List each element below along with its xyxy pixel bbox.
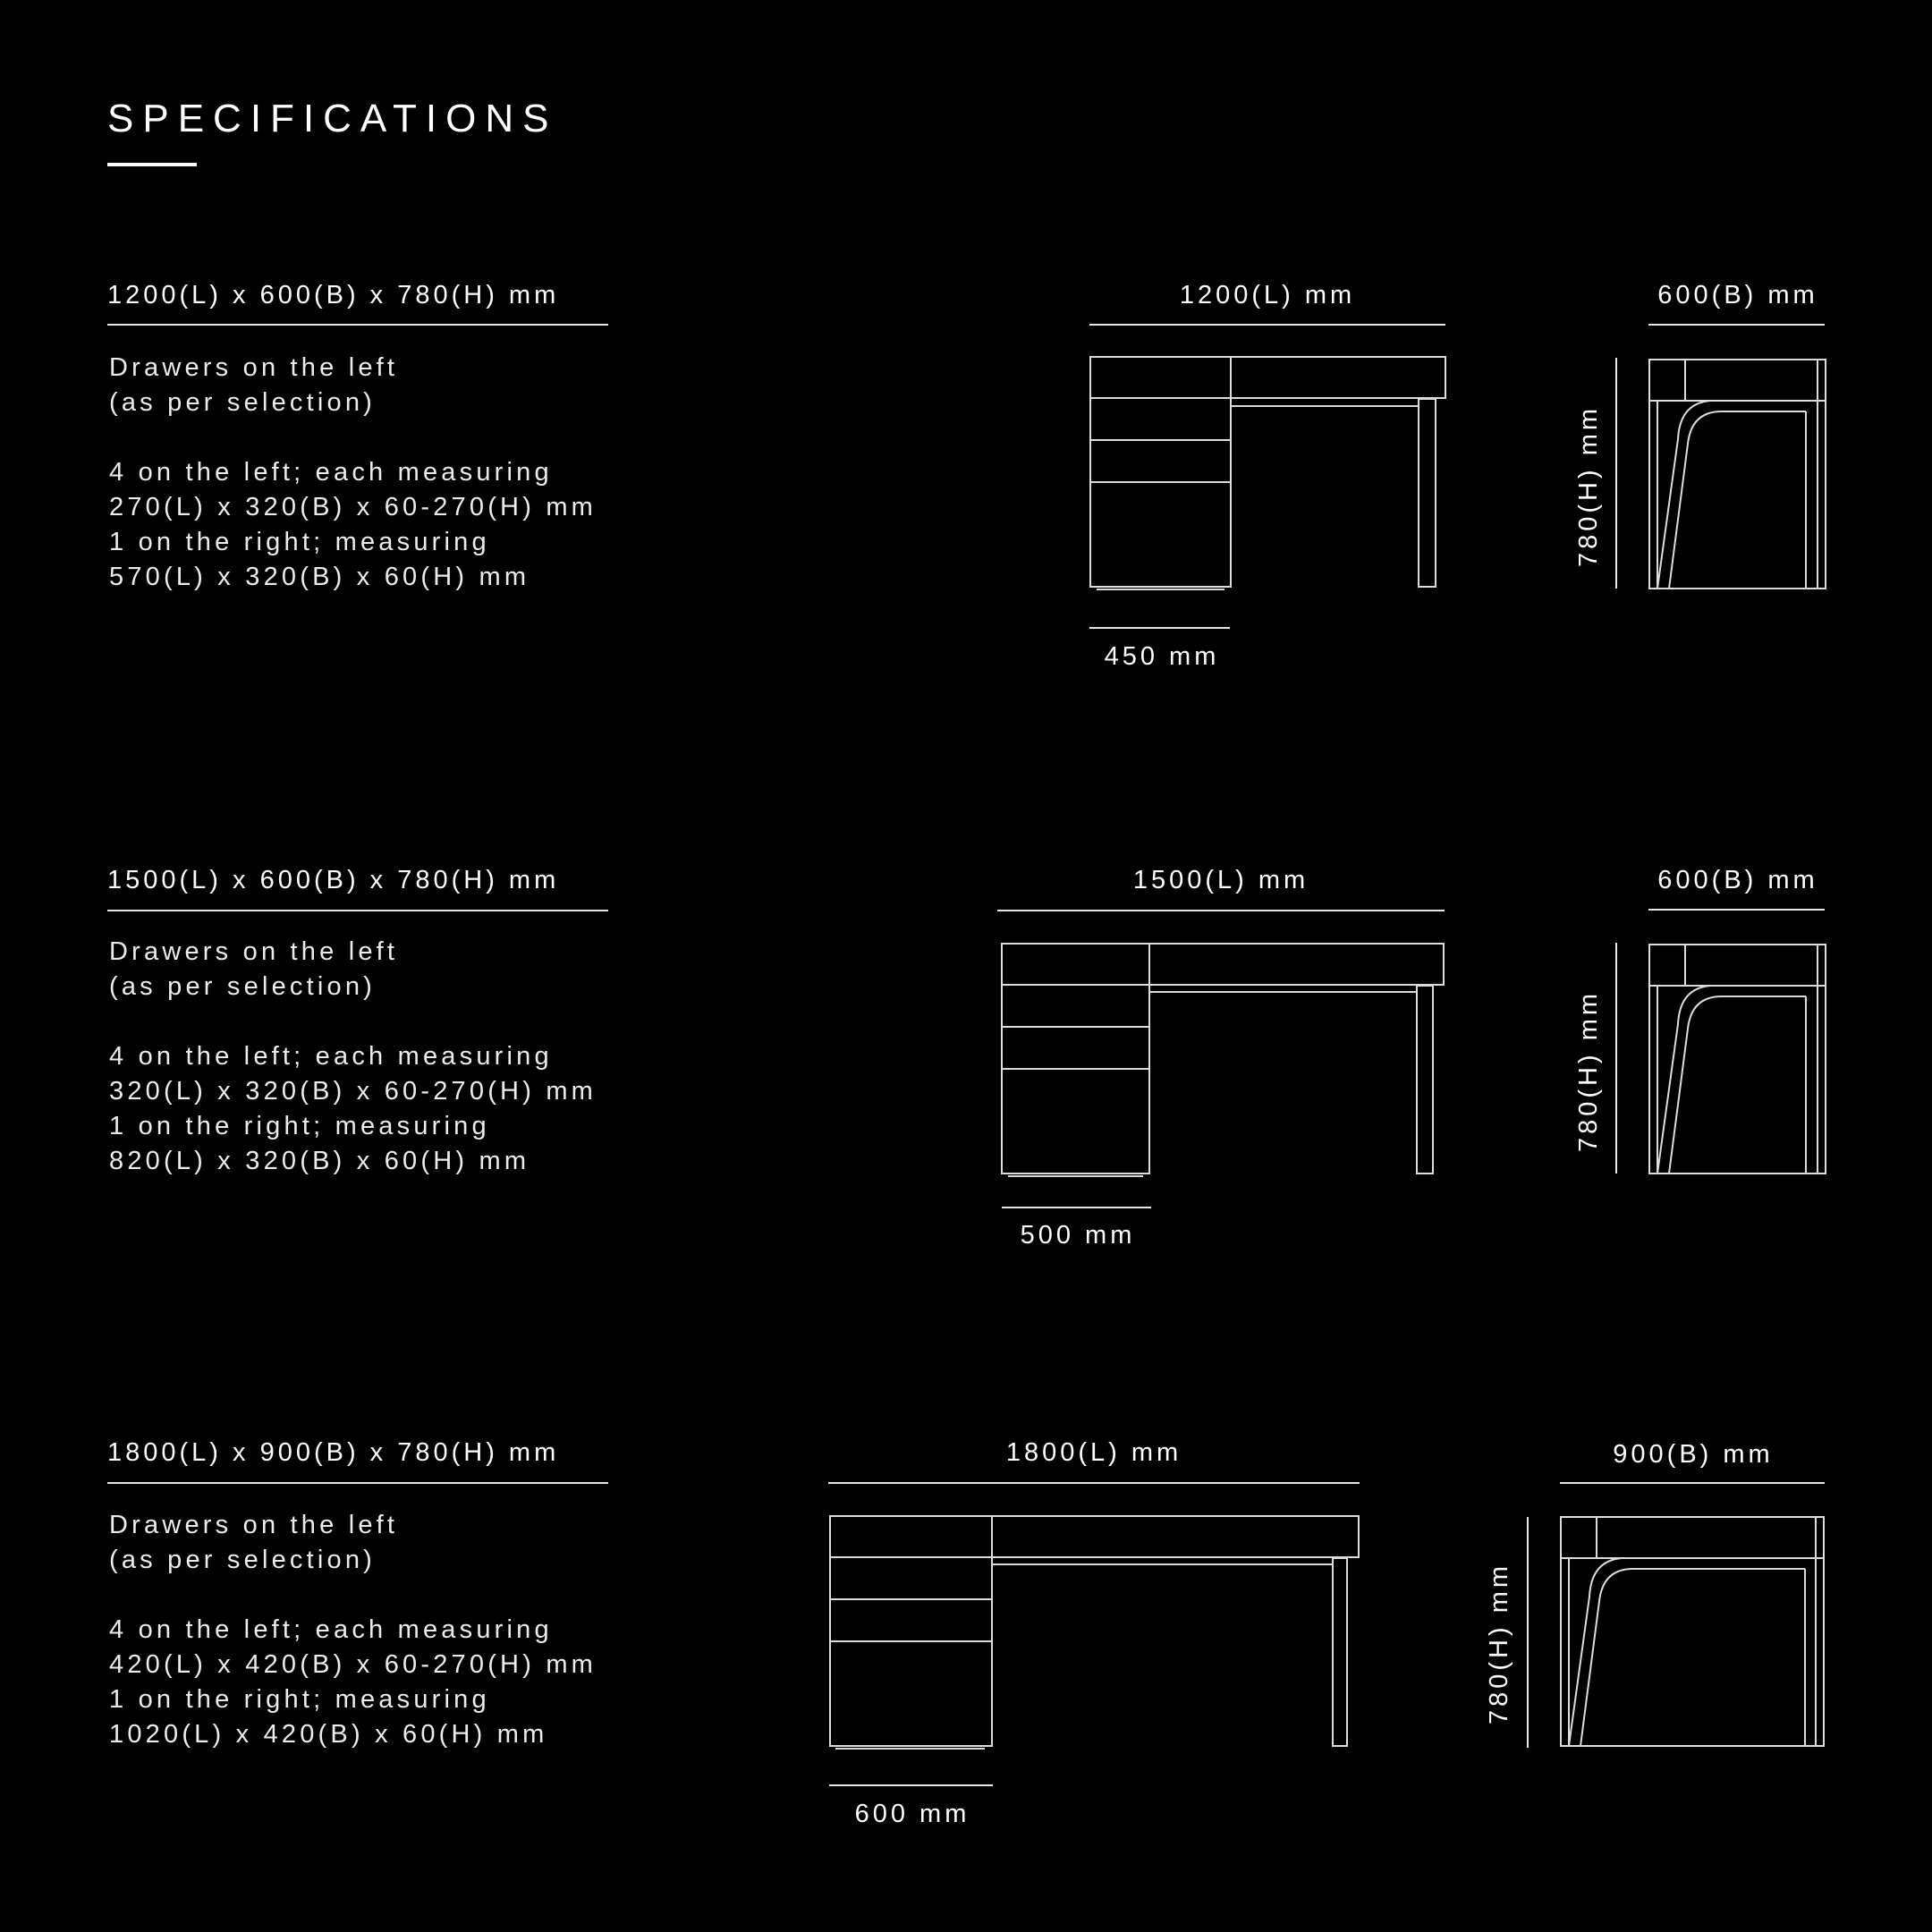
drawer-unit-label: 450 mm xyxy=(1104,642,1220,671)
side-view-drawing xyxy=(1648,359,1827,591)
drawer-description: Drawers on the left (as per selection) 4 on the left; each measuring 420(L) x 420(B) x 60-270(H) mm 1 on the right; measuring 1020(L) x 420(B) x 60(H) mm xyxy=(109,1511,597,1749)
drawer-unit-rule xyxy=(1089,627,1230,629)
front-view-drawing xyxy=(829,1515,1366,1757)
overall-dimensions: 1200(L) x 600(B) x 780(H) mm xyxy=(107,281,560,309)
side-breadth-rule xyxy=(1648,909,1825,911)
front-length-label: 1200(L) mm xyxy=(1179,281,1356,309)
side-view-drawing xyxy=(1648,944,1827,1176)
front-length-rule xyxy=(1089,324,1445,326)
side-height-label: 780(H) mm xyxy=(1574,989,1603,1152)
side-breadth-rule xyxy=(1648,324,1825,326)
drawer-unit-rule xyxy=(829,1784,993,1786)
front-length-label: 1500(L) mm xyxy=(1132,866,1309,894)
overall-dimensions: 1500(L) x 600(B) x 780(H) mm xyxy=(107,866,560,894)
heading-rule xyxy=(107,910,608,911)
side-height-label: 780(H) mm xyxy=(1485,1562,1513,1724)
front-length-rule xyxy=(828,1482,1360,1484)
overall-dimensions: 1800(L) x 900(B) x 780(H) mm xyxy=(107,1438,560,1467)
drawer-unit-rule xyxy=(1002,1207,1151,1208)
side-height-rule xyxy=(1527,1517,1529,1748)
page-title: SPECIFICATIONS xyxy=(107,97,558,140)
side-breadth-label: 600(B) mm xyxy=(1657,281,1818,309)
front-view-drawing xyxy=(1001,943,1448,1175)
drawer-description: Drawers on the left (as per selection) 4 on the left; each measuring 270(L) x 320(B) x 60-270(H) mm 1 on the right; measuring 570(L) x 320(B) x 60(H) mm xyxy=(109,353,597,591)
side-height-label: 780(H) mm xyxy=(1574,404,1603,567)
title-underline xyxy=(107,163,197,166)
front-view-drawing xyxy=(1089,356,1447,589)
heading-rule xyxy=(107,1482,608,1484)
heading-rule xyxy=(107,324,608,326)
front-length-rule xyxy=(997,910,1445,911)
drawer-unit-label: 500 mm xyxy=(1020,1221,1136,1250)
side-breadth-label: 600(B) mm xyxy=(1657,866,1818,894)
drawer-description: Drawers on the left (as per selection) 4 on the left; each measuring 320(L) x 320(B) x 60-270(H) mm 1 on the right; measuring 820(L) x 320(B) x 60(H) mm xyxy=(109,937,597,1175)
side-breadth-label: 900(B) mm xyxy=(1613,1440,1774,1469)
front-length-label: 1800(L) mm xyxy=(1005,1438,1182,1467)
side-view-drawing xyxy=(1560,1516,1828,1758)
side-height-rule xyxy=(1615,358,1617,589)
side-breadth-rule xyxy=(1560,1482,1825,1484)
drawer-unit-label: 600 mm xyxy=(854,1800,970,1828)
side-height-rule xyxy=(1615,943,1617,1174)
